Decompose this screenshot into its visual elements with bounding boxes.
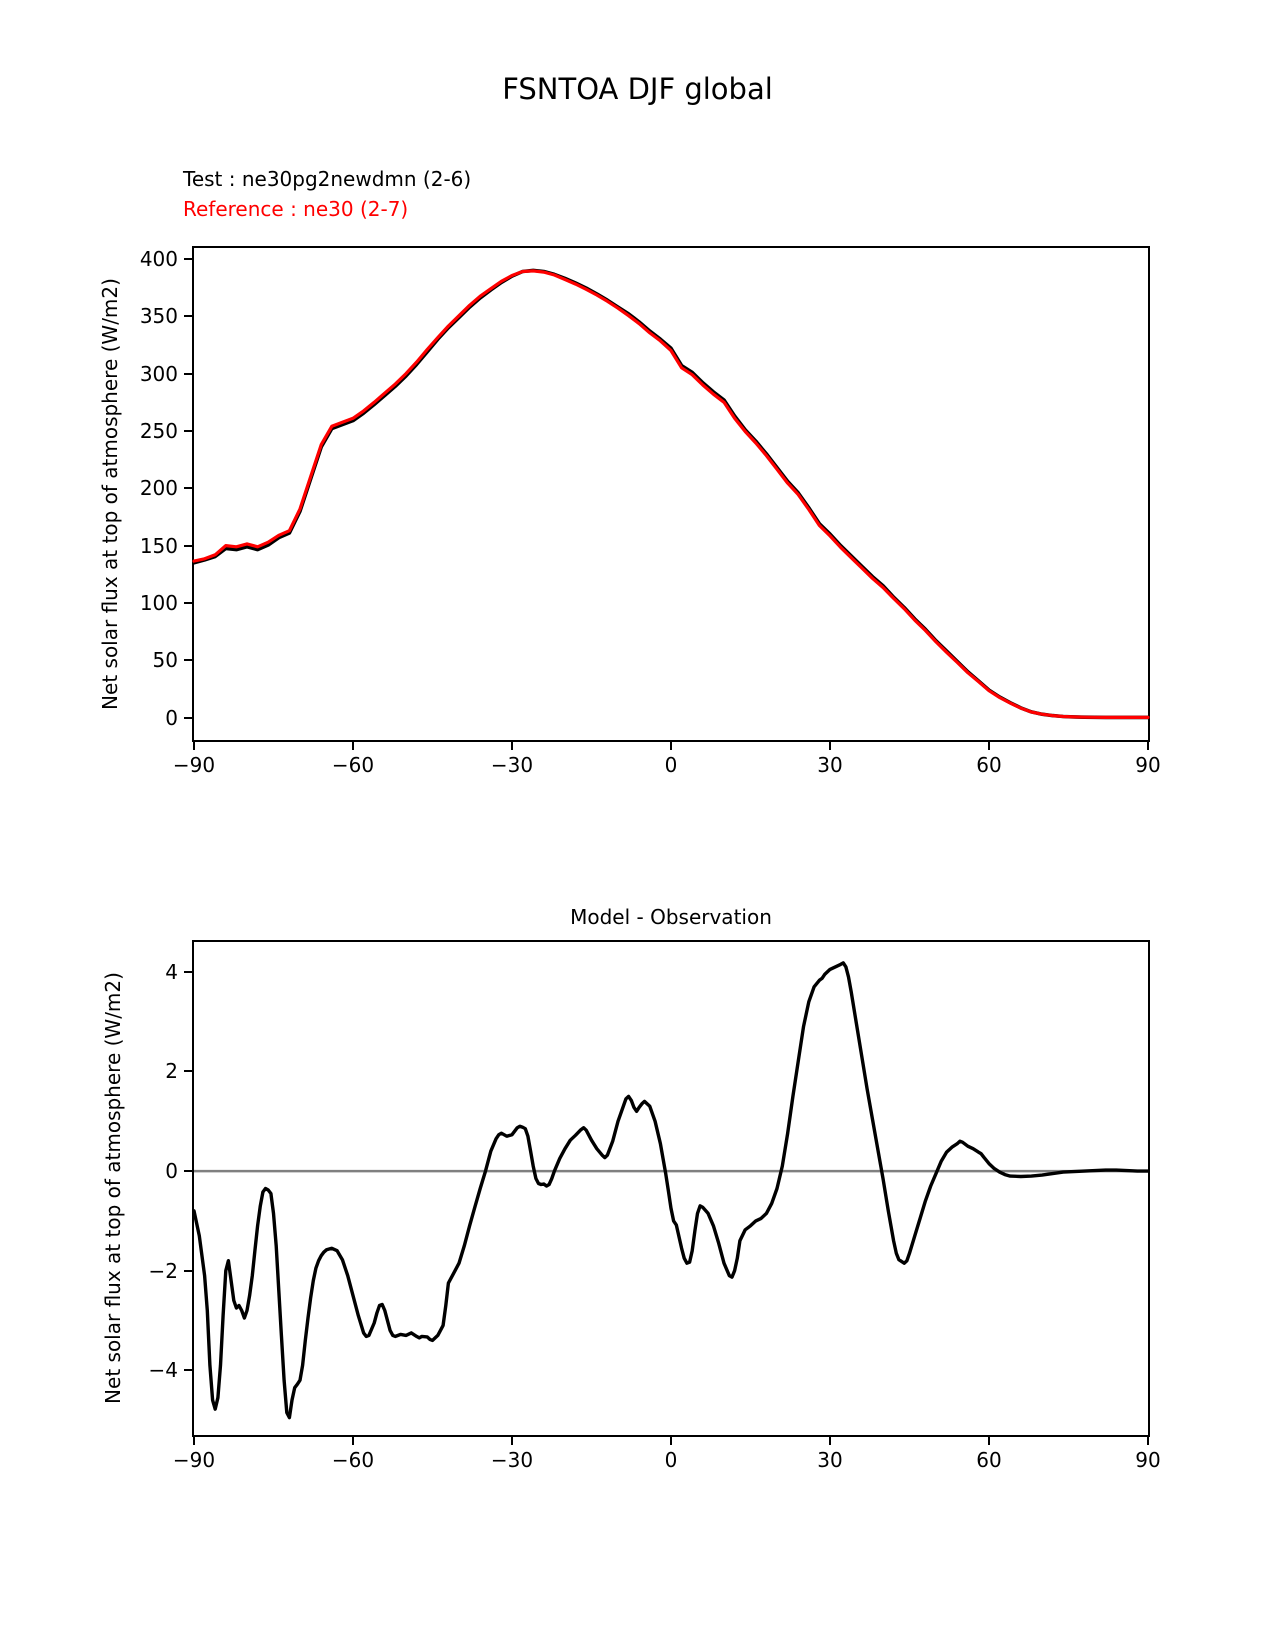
legend-reference-label: Reference : ne30 (2-7) (183, 197, 409, 221)
model-minus-observation-series-0 (194, 963, 1148, 1418)
x-tick-mark (1147, 742, 1149, 750)
x-tick-mark (670, 1437, 672, 1445)
x-tick-mark (511, 1437, 513, 1445)
bottom-chart-title: Model - Observation (570, 905, 772, 929)
y-tick-mark (184, 1369, 192, 1371)
x-tick-label: 60 (976, 1448, 1002, 1472)
x-tick-mark (829, 1437, 831, 1445)
x-tick-label: 60 (976, 753, 1002, 777)
model-minus-observation-canvas (194, 942, 1148, 1435)
top-chart-y-axis-label: Net solar flux at top of atmosphere (W/m2) (98, 278, 122, 710)
y-tick-label: −4 (148, 1358, 178, 1383)
x-tick-mark (352, 742, 354, 750)
x-tick-label: −60 (331, 1448, 375, 1472)
y-tick-mark (184, 430, 192, 432)
x-tick-label: 90 (1135, 1448, 1161, 1472)
zonal-mean-flux-series-1 (194, 271, 1148, 718)
bottom-chart-plot-area (148, 940, 1161, 1472)
x-tick-mark (988, 1437, 990, 1445)
y-tick-label: 300 (139, 361, 178, 386)
x-tick-label: 30 (817, 753, 843, 777)
y-tick-mark (184, 602, 192, 604)
figure-title: FSNTOA DJF global (502, 72, 773, 106)
y-tick-mark (184, 717, 192, 719)
x-tick-label: −90 (172, 753, 216, 777)
x-tick-label: −90 (172, 1448, 216, 1472)
zonal-mean-flux-canvas (194, 248, 1148, 740)
y-tick-mark (184, 258, 192, 260)
x-tick-label: 0 (664, 753, 678, 777)
legend-test-label: Test : ne30pg2newdmn (2-6) (183, 167, 472, 191)
y-tick-label: 2 (165, 1059, 178, 1084)
x-tick-mark (1147, 1437, 1149, 1445)
y-tick-mark (184, 1170, 192, 1172)
x-tick-label: −30 (490, 1448, 534, 1472)
x-tick-mark (193, 1437, 195, 1445)
x-tick-mark (670, 742, 672, 750)
x-tick-mark (193, 742, 195, 750)
x-tick-mark (352, 1437, 354, 1445)
x-tick-label: 0 (664, 1448, 678, 1472)
y-tick-label: 150 (139, 533, 178, 558)
y-tick-mark (184, 315, 192, 317)
y-tick-label: 200 (139, 476, 178, 501)
y-tick-label: 350 (139, 304, 178, 329)
x-tick-mark (511, 742, 513, 750)
y-tick-mark (184, 971, 192, 973)
zonal-mean-flux-series-0 (194, 270, 1148, 717)
y-tick-label: 4 (165, 959, 178, 984)
y-tick-label: 50 (152, 648, 178, 673)
y-tick-label: 0 (165, 705, 178, 730)
x-tick-label: 90 (1135, 753, 1161, 777)
top-chart-plot-area (139, 246, 1161, 777)
x-tick-mark (829, 742, 831, 750)
y-tick-label: 0 (165, 1159, 178, 1184)
x-tick-label: −60 (331, 753, 375, 777)
x-tick-label: 30 (817, 1448, 843, 1472)
x-tick-mark (988, 742, 990, 750)
y-tick-label: 400 (139, 246, 178, 271)
bottom-chart-y-axis-label: Net solar flux at top of atmosphere (W/m2) (101, 972, 125, 1404)
y-tick-mark (184, 659, 192, 661)
y-tick-mark (184, 487, 192, 489)
y-tick-label: 250 (139, 418, 178, 443)
y-tick-label: 100 (139, 590, 178, 615)
y-tick-mark (184, 1070, 192, 1072)
y-tick-label: −2 (148, 1258, 178, 1283)
x-tick-label: −30 (490, 753, 534, 777)
y-tick-mark (184, 545, 192, 547)
y-tick-mark (184, 373, 192, 375)
y-tick-mark (184, 1270, 192, 1272)
